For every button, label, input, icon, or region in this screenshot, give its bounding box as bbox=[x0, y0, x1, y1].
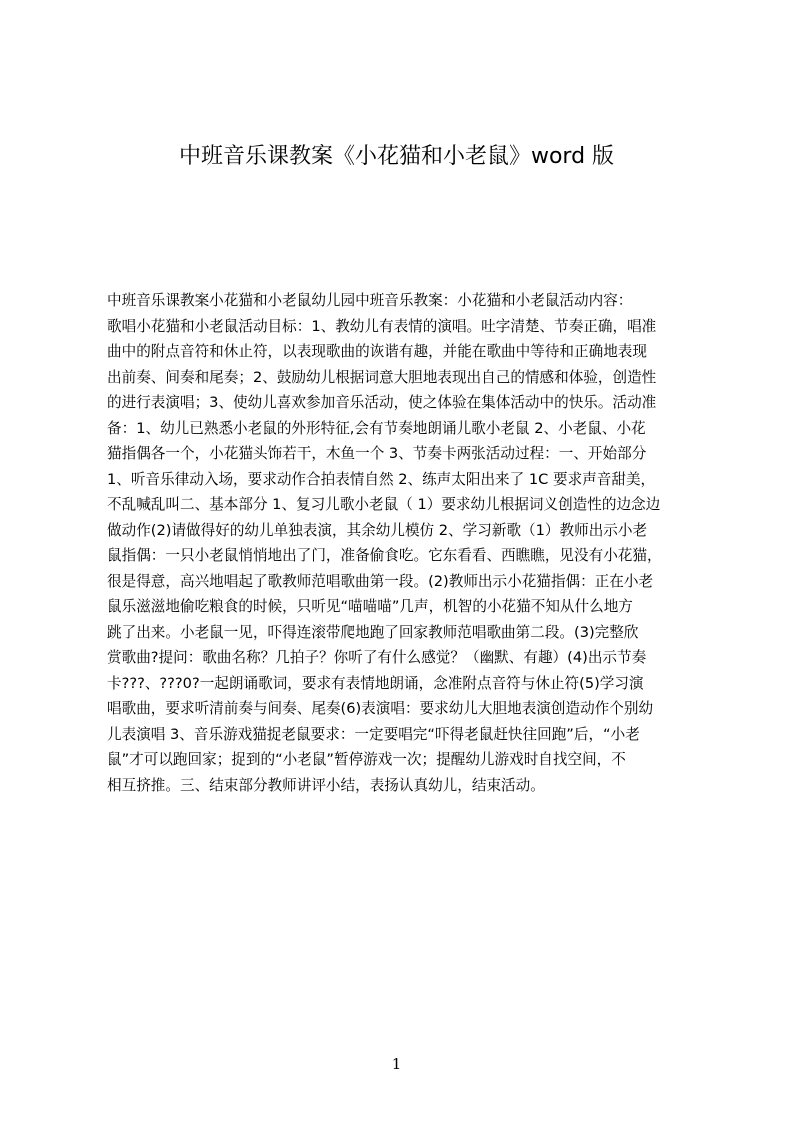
body-line: 不乱喊乱叫二、基本部分 1、复习儿歌小老鼠（ 1）要求幼儿根据词义创造性的边念边 bbox=[107, 496, 661, 513]
body-line: 跳了出来。小老鼠一见，吓得连滚带爬地跑了回家教师范唱歌曲第二段。(3)完整欣 bbox=[107, 623, 639, 641]
body-line: 1、听音乐律动入场，要求动作合拍表情自然 2、练声太阳出来了 1C 要求声音甜美， bbox=[107, 470, 656, 488]
body-line: 赏歌曲?提问：歌曲名称？几拍子？你听了有什么感觉？（幽默、有趣）(4)出示节奏 bbox=[107, 649, 647, 666]
body-line: 猫指偶各一个，小花猫头饰若干，木鱼一个 3、节奏卡两张活动过程：一、开始部分 bbox=[107, 445, 647, 462]
body-line: 很是得意，高兴地唱起了歌教师范唱歌曲第一段。(2)教师出示小花猫指偶：正在小老 bbox=[107, 572, 654, 590]
document-title: 中班音乐课教案《小花猫和小老鼠》word 版 bbox=[178, 144, 615, 169]
body-line: 中班音乐课教案小花猫和小老鼠幼儿园中班音乐教案：小花猫和小老鼠活动内容： bbox=[107, 292, 633, 309]
body-line: 做动作(2)请做得好的幼儿单独表演，其余幼儿模仿 2、学习新歌（1）教师出示小老 bbox=[107, 521, 648, 539]
body-line: 相互挤推。三、结束部分教师讲评小结，表扬认真幼儿，结束活动。 bbox=[107, 776, 545, 794]
body-line: 的进行表演唱；3、使幼儿喜欢参加音乐活动，使之体验在集体活动中的快乐。活动准 bbox=[107, 394, 657, 411]
body-line: 备：1、幼儿已熟悉小老鼠的外形特征,会有节奏地朗诵儿歌小老鼠 2、小老鼠、小花 bbox=[107, 419, 646, 437]
body-line: 歌唱小花猫和小老鼠活动目标：1、教幼儿有表情的演唱。吐字清楚、节奏正确，唱准 bbox=[107, 317, 657, 335]
document-body bbox=[107, 288, 697, 798]
body-line: 唱歌曲，要求听清前奏与间奏、尾奏(6)表演唱：要求幼儿大胆地表演创造动作个别幼 bbox=[107, 700, 654, 717]
body-line: 曲中的附点音符和休止符，以表现歌曲的诙谐有趣，并能在歌曲中等待和正确地表现 bbox=[107, 343, 647, 360]
body-line: 出前奏、间奏和尾奏；2、鼓励幼儿根据词意大胆地表现出自己的情感和体验，创造性 bbox=[107, 368, 657, 386]
body-line: 鼠指偶：一只小老鼠悄悄地出了门，准备偷食吃。它东看看、西瞧瞧，见没有小花猫， bbox=[107, 547, 662, 564]
body-line: 儿表演唱 3、音乐游戏猫捉老鼠要求：一定要唱完“吓得老鼠赶快往回跑”后，“小老 bbox=[107, 725, 640, 743]
body-line: 鼠”才可以跑回家；捉到的“小老鼠”暂停游戏一次；提醒幼儿游戏时自找空间，不 bbox=[107, 751, 626, 768]
body-line: 鼠乐滋滋地偷吃粮食的时候，只听见“喵喵喵”几声，机智的小花猫不知从什么地方 bbox=[107, 598, 633, 615]
page-number: 1 bbox=[391, 1055, 402, 1073]
body-line: 卡???、???0?一起朗诵歌词，要求有表情地朗诵，念准附点音符与休止符(5)学习演 bbox=[107, 674, 644, 692]
